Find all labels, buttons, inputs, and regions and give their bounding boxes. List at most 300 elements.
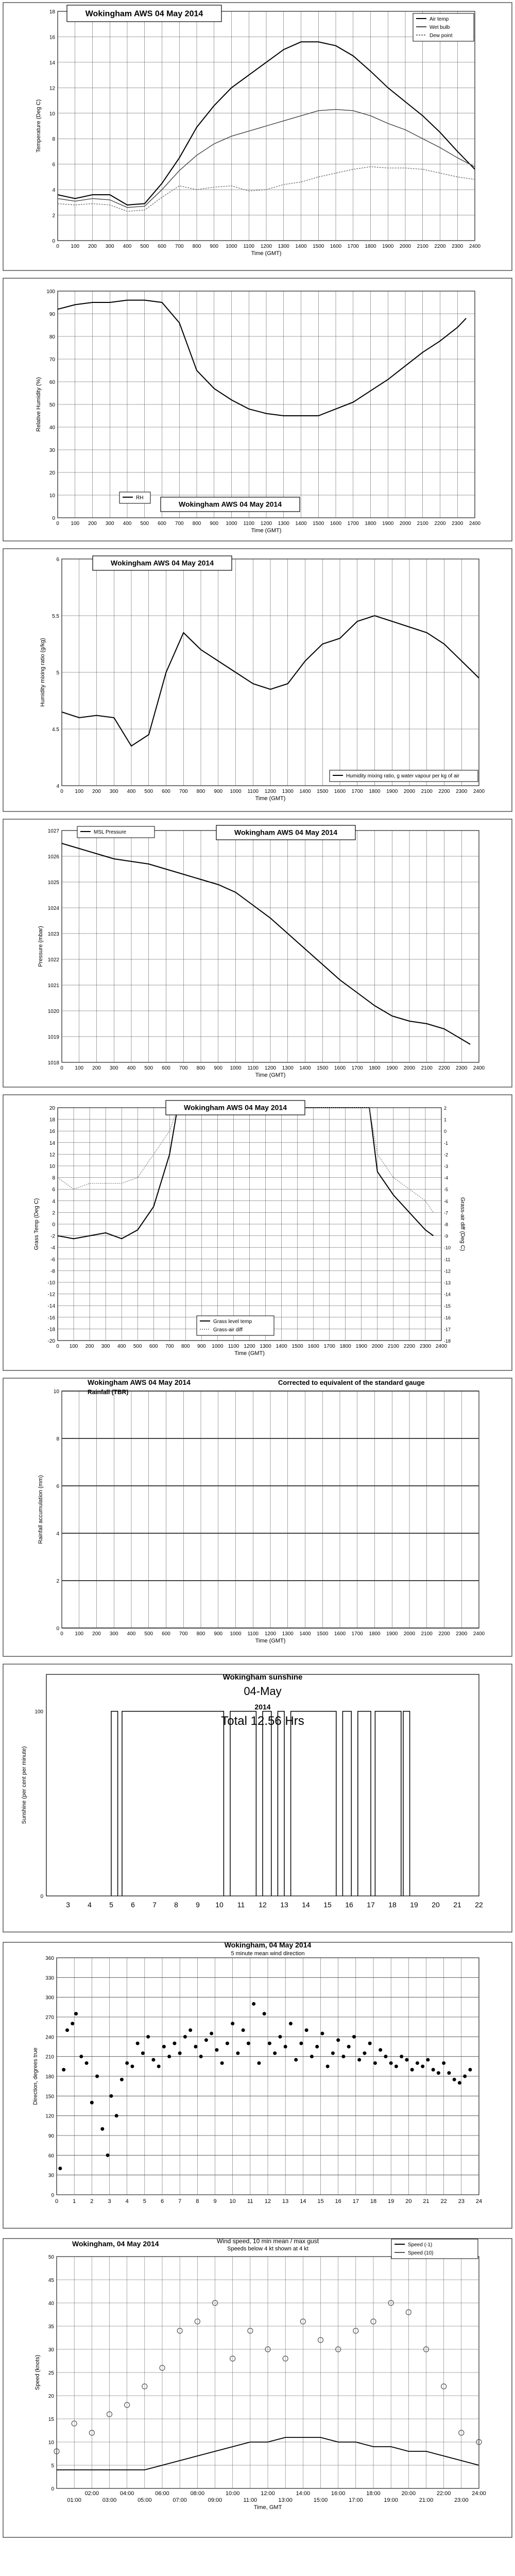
x-tick-label: 100 — [75, 1631, 84, 1637]
x-tick-label: 23 — [458, 2198, 465, 2205]
y-tick-label: -4 — [50, 1245, 55, 1251]
y-tick-label: 10 — [48, 2440, 54, 2446]
chart-title: Wokingham, 04 May 2014 — [224, 1941, 312, 1949]
x-tick-label: 1300 — [278, 521, 289, 527]
data-point — [463, 2075, 467, 2078]
x-tick-label: 9 — [213, 2198, 217, 2205]
x-tick-label: 2000 — [403, 1065, 416, 1071]
y-tick-label: 4 — [56, 784, 59, 789]
y-tick-label: 15 — [48, 2417, 54, 2422]
x-tick-label: 2400 — [473, 1631, 485, 1637]
x-tick-label: 700 — [179, 1631, 188, 1637]
y-tick-label: 20 — [49, 470, 55, 476]
x-tick-label: 15 — [323, 1901, 332, 1909]
x-tick-label: 5 — [109, 1901, 113, 1909]
x-axis-title: Time (GMT) — [255, 795, 286, 802]
x-tick-label: 14 — [302, 1901, 310, 1909]
x-tick-label: 17 — [352, 2198, 359, 2205]
x-tick-label: 21:00 — [419, 2497, 434, 2503]
chart-title: Wokingham AWS 04 May 2014 — [184, 1103, 287, 1112]
y2-tick-label: -10 — [444, 1245, 451, 1251]
x-tick-label: 2100 — [421, 1065, 433, 1071]
x-tick-label: 18 — [388, 1901, 397, 1909]
x-tick-label: 200 — [88, 521, 97, 527]
x-tick-label: 400 — [127, 789, 136, 794]
chart-subtitle: Rainfall (TBR) — [88, 1388, 129, 1396]
y-tick-label: 14 — [49, 60, 55, 66]
x-tick-label: 300 — [109, 1065, 118, 1071]
y-tick-label: 2 — [52, 213, 55, 219]
chart-title: Wokingham AWS 04 May 2014 — [179, 500, 282, 509]
y-tick-label: 1027 — [47, 828, 59, 834]
x-tick-label: 1100 — [243, 521, 255, 527]
x-tick-label: 2200 — [403, 1344, 416, 1349]
data-point — [410, 2068, 414, 2072]
x-tick-label: 2 — [90, 2198, 94, 2205]
y-tick-label: 5.5 — [52, 614, 59, 619]
data-point — [162, 2045, 166, 2048]
chart-total: Total 12.56 Hrs — [221, 1714, 304, 1728]
data-point — [310, 2055, 314, 2058]
x-tick-label: 600 — [162, 1065, 170, 1071]
y-tick-label: -6 — [50, 1257, 55, 1263]
data-point — [347, 2045, 351, 2048]
y-tick-label: 40 — [49, 425, 55, 431]
x-axis-title: Time, GMT — [253, 2504, 282, 2511]
x-tick-label: 2400 — [473, 1065, 485, 1071]
y-tick-label: 1024 — [47, 906, 59, 911]
data-point — [453, 2078, 456, 2081]
x-tick-label: 1300 — [282, 1065, 294, 1071]
data-point — [115, 2114, 118, 2117]
chart-7 — [32, 1941, 482, 2205]
y-tick-label: 150 — [45, 2094, 54, 2100]
x-tick-label: 500 — [144, 1065, 153, 1071]
chart-title: Wokingham AWS 04 May 2014 — [234, 828, 337, 837]
y-tick-label: -10 — [47, 1280, 55, 1286]
data-point — [384, 2055, 387, 2058]
y-tick-label: 0 — [52, 1222, 55, 1228]
y-tick-label: 20 — [49, 1106, 55, 1111]
x-tick-label: 5 — [143, 2198, 146, 2205]
x-tick-label: 300 — [105, 244, 114, 249]
data-point — [136, 2042, 140, 2045]
x-tick-label: 1600 — [330, 521, 342, 527]
x-tick-label: 2400 — [473, 789, 485, 794]
x-tick-label: 200 — [92, 1631, 101, 1637]
data-point — [442, 2061, 445, 2065]
y-tick-label: 270 — [45, 2015, 54, 2021]
data-point — [257, 2061, 261, 2065]
x-tick-label: 1100 — [228, 1344, 239, 1349]
data-point — [432, 2068, 435, 2072]
x-tick-label: 1200 — [264, 789, 277, 794]
y2-axis-title: Grass-air diff (Deg C) — [459, 1197, 466, 1251]
y-tick-label: 35 — [48, 2324, 54, 2330]
y-tick-label: 50 — [48, 2255, 54, 2260]
y-axis-title: Relative Humidity (%) — [36, 377, 42, 432]
y-tick-label: 2 — [56, 1579, 59, 1584]
x-tick-label: 9 — [196, 1901, 200, 1909]
data-point — [242, 2028, 245, 2032]
y-tick-label: 20 — [48, 2394, 54, 2399]
x-tick-label: 18 — [370, 2198, 377, 2205]
data-point — [341, 2055, 345, 2058]
x-tick-label: 09:00 — [208, 2497, 222, 2503]
y-tick-label: 2 — [52, 1210, 55, 1216]
x-tick-label: 18:00 — [366, 2490, 381, 2497]
data-point — [62, 2068, 65, 2072]
x-tick-label: 2000 — [403, 1631, 416, 1637]
x-tick-label: 05:00 — [138, 2497, 152, 2503]
x-tick-label: 15:00 — [313, 2497, 328, 2503]
y-tick-label: 18 — [49, 1117, 55, 1123]
y-tick-label: 8 — [52, 1175, 55, 1181]
x-tick-label: 1900 — [382, 244, 394, 249]
x-tick-label: 300 — [101, 1344, 110, 1349]
x-tick-label: 2300 — [452, 521, 464, 527]
x-tick-label: 600 — [158, 521, 166, 527]
y-tick-label: 330 — [45, 1975, 54, 1981]
x-tick-label: 2200 — [434, 521, 446, 527]
x-tick-label: 19:00 — [384, 2497, 398, 2503]
x-tick-label: 17 — [367, 1901, 375, 1909]
x-tick-label: 21 — [453, 1901, 461, 1909]
data-point — [79, 2055, 83, 2058]
legend-label: Dew point — [430, 33, 453, 39]
x-tick-label: 1600 — [334, 1065, 346, 1071]
x-tick-label: 500 — [140, 244, 149, 249]
chart-subtitle: 5 minute mean wind direction — [231, 1951, 305, 1957]
chart-subtitle: Wind speed, 10 min mean / max gust — [216, 2238, 319, 2245]
y-tick-label: 60 — [49, 380, 55, 385]
x-tick-label: 500 — [144, 789, 153, 794]
x-tick-label: 400 — [127, 1631, 136, 1637]
x-tick-label: 0 — [56, 244, 59, 249]
x-tick-label: 1700 — [351, 1631, 363, 1637]
data-point — [263, 2012, 266, 2015]
x-tick-label: 19 — [410, 1901, 418, 1909]
x-tick-label: 11 — [247, 2198, 253, 2205]
y2-tick-label: -15 — [444, 1303, 451, 1309]
x-tick-label: 200 — [92, 1065, 101, 1071]
data-point — [106, 2154, 110, 2157]
x-tick-label: 1500 — [291, 1344, 303, 1349]
y-tick-label: 16 — [49, 35, 55, 41]
y-tick-label: 10 — [49, 111, 55, 117]
x-tick-label: 19 — [388, 2198, 394, 2205]
data-point — [368, 2042, 372, 2045]
x-tick-label: 10:00 — [225, 2490, 240, 2497]
y-tick-label: 30 — [49, 448, 55, 453]
x-tick-label: 800 — [181, 1344, 190, 1349]
chart-3 — [38, 825, 485, 1078]
x-tick-label: 2100 — [421, 789, 433, 794]
x-axis-title: Time (GMT) — [251, 250, 282, 257]
x-axis-title: Time (GMT) — [255, 1072, 286, 1078]
data-point — [394, 2064, 398, 2068]
chart-year: 2014 — [254, 1703, 271, 1711]
x-tick-label: 1600 — [307, 1344, 319, 1349]
x-tick-label: 03:00 — [102, 2497, 117, 2503]
x-tick-label: 2100 — [417, 521, 428, 527]
x-tick-label: 2400 — [435, 1344, 448, 1349]
y-tick-label: 4 — [52, 188, 55, 194]
chart-note: Corrected to equivalent of the standard gauge — [278, 1379, 425, 1386]
y2-tick-label: -13 — [444, 1280, 451, 1285]
chart-6 — [21, 1673, 483, 1909]
x-tick-label: 1400 — [299, 1631, 311, 1637]
data-point — [199, 2055, 203, 2058]
y2-tick-label: -12 — [444, 1268, 451, 1274]
data-point — [231, 2022, 234, 2025]
data-point — [363, 2052, 366, 2055]
y-tick-label: 8 — [52, 137, 55, 143]
x-tick-label: 100 — [71, 521, 80, 527]
x-tick-label: 14 — [300, 2198, 306, 2205]
x-tick-label: 700 — [179, 1065, 188, 1071]
x-tick-label: 1800 — [369, 1065, 381, 1071]
x-tick-label: 2400 — [469, 244, 481, 249]
x-tick-label: 2400 — [469, 521, 481, 527]
x-tick-label: 1100 — [243, 244, 255, 249]
y-tick-label: -2 — [50, 1233, 55, 1240]
y-tick-label: 30 — [48, 2347, 54, 2353]
data-point — [389, 2061, 393, 2065]
x-tick-label: 600 — [149, 1344, 158, 1349]
y-tick-label: 6 — [56, 557, 59, 563]
legend-label: Grass level temp — [213, 1319, 252, 1325]
data-point — [268, 2042, 271, 2045]
x-tick-label: 2000 — [403, 789, 416, 794]
y-tick-label: 50 — [49, 402, 55, 408]
data-point — [284, 2045, 287, 2048]
x-tick-label: 1000 — [230, 1631, 242, 1637]
x-tick-label: 100 — [69, 1344, 78, 1349]
x-tick-label: 6 — [160, 2198, 164, 2205]
x-tick-label: 1400 — [295, 521, 307, 527]
x-tick-label: 1900 — [355, 1344, 367, 1349]
y-tick-label: 0 — [51, 2193, 54, 2198]
x-tick-label: 0 — [55, 2198, 59, 2205]
y-axis-title: Speed (knots) — [35, 2354, 41, 2391]
x-tick-label: 1400 — [295, 244, 307, 249]
x-tick-label: 300 — [105, 521, 114, 527]
x-tick-label: 4 — [125, 2198, 129, 2205]
data-point — [426, 2058, 430, 2062]
chart-5 — [38, 1378, 485, 1644]
x-tick-label: 22 — [440, 2198, 447, 2205]
x-tick-label: 1800 — [339, 1344, 351, 1349]
y-tick-label: 0 — [51, 2486, 54, 2492]
x-tick-label: 300 — [109, 789, 118, 794]
x-tick-label: 1300 — [282, 789, 294, 794]
data-point — [120, 2078, 124, 2081]
data-point — [173, 2042, 176, 2045]
data-point — [188, 2028, 192, 2032]
data-point — [220, 2061, 224, 2065]
x-tick-label: 800 — [192, 244, 201, 249]
x-tick-label: 1200 — [260, 244, 272, 249]
data-point — [421, 2064, 424, 2068]
data-point — [194, 2045, 197, 2048]
y-tick-label: 14 — [49, 1140, 55, 1146]
data-point — [252, 2002, 255, 2006]
x-tick-label: 600 — [158, 244, 166, 249]
data-point — [183, 2035, 187, 2039]
data-point — [458, 2081, 461, 2084]
data-point — [447, 2071, 451, 2075]
y-axis-title: Pressure (mbar) — [38, 926, 44, 967]
x-tick-label: 1600 — [334, 1631, 346, 1637]
data-point — [379, 2048, 382, 2052]
y2-tick-label: -3 — [444, 1164, 449, 1169]
data-point — [315, 2045, 319, 2048]
data-point — [100, 2127, 104, 2131]
data-point — [373, 2061, 377, 2065]
x-tick-label: 1700 — [347, 521, 359, 527]
x-axis-title: Time (GMT) — [255, 1638, 286, 1644]
x-tick-label: 0 — [60, 789, 63, 794]
legend-label: Humidity mixing ratio, g water vapour per kg of air — [346, 773, 460, 779]
y2-tick-label: -2 — [444, 1152, 449, 1158]
x-tick-label: 1200 — [260, 521, 272, 527]
x-tick-label: 2200 — [438, 1631, 450, 1637]
x-tick-label: 200 — [85, 1344, 94, 1349]
x-tick-label: 20:00 — [401, 2490, 416, 2497]
x-tick-label: 0 — [60, 1631, 63, 1637]
x-tick-label: 400 — [127, 1065, 136, 1071]
data-point — [215, 2048, 218, 2052]
x-tick-label: 1300 — [260, 1344, 271, 1349]
legend-label: RH — [136, 495, 144, 501]
data-point — [226, 2042, 229, 2045]
y-tick-label: 210 — [45, 2054, 54, 2060]
y-tick-label: 1022 — [47, 957, 59, 963]
y2-tick-label: -16 — [444, 1315, 451, 1320]
x-tick-label: 10 — [215, 1901, 224, 1909]
x-tick-label: 500 — [133, 1344, 142, 1349]
x-tick-label: 1900 — [386, 1065, 398, 1071]
y-tick-label: -12 — [47, 1292, 55, 1298]
x-tick-label: 8 — [196, 2198, 199, 2205]
x-tick-label: 6 — [131, 1901, 135, 1909]
x-tick-label: 2300 — [419, 1344, 432, 1349]
chart-title: Wokingham AWS 04 May 2014 — [88, 1378, 191, 1386]
chart-date: 04-May — [244, 1685, 282, 1698]
data-point — [352, 2035, 356, 2039]
x-tick-label: 1300 — [282, 1631, 294, 1637]
x-tick-label: 700 — [165, 1344, 174, 1349]
x-tick-label: 900 — [214, 1065, 223, 1071]
y-tick-label: 10 — [53, 1389, 59, 1395]
data-point — [95, 2075, 99, 2078]
chart-note: Speeds below 4 kt shown at 4 kt — [227, 2246, 308, 2252]
y-tick-label: 100 — [35, 1709, 43, 1715]
y-tick-label: 0 — [40, 1894, 43, 1900]
y-tick-label: 12 — [49, 86, 55, 92]
x-tick-label: 1500 — [313, 521, 324, 527]
x-tick-label: 1900 — [386, 1631, 398, 1637]
y2-tick-label: -6 — [444, 1198, 449, 1204]
y-axis-title: Grass Temp (Deg C) — [33, 1198, 40, 1250]
data-point — [278, 2035, 282, 2039]
y-tick-label: -20 — [47, 1338, 55, 1344]
x-tick-label: 1600 — [334, 789, 346, 794]
x-tick-label: 1800 — [365, 244, 376, 249]
data-point — [130, 2064, 134, 2068]
x-tick-label: 1900 — [386, 789, 398, 794]
y-tick-label: 1023 — [47, 931, 59, 937]
y-tick-label: 4 — [56, 1531, 59, 1537]
data-point — [247, 2042, 250, 2045]
x-tick-label: 01:00 — [67, 2497, 81, 2503]
x-tick-label: 600 — [162, 1631, 170, 1637]
data-point — [85, 2061, 89, 2065]
y2-tick-label: 2 — [444, 1106, 447, 1111]
x-tick-label: 1100 — [247, 1631, 259, 1637]
x-tick-label: 23:00 — [454, 2497, 469, 2503]
data-point — [210, 2031, 213, 2035]
x-tick-label: 24 — [475, 2198, 483, 2205]
x-tick-label: 1500 — [313, 244, 324, 249]
x-tick-label: 700 — [179, 789, 188, 794]
y2-tick-label: -14 — [444, 1292, 451, 1297]
data-point — [405, 2058, 408, 2062]
x-tick-label: 200 — [92, 789, 101, 794]
x-tick-label: 1000 — [226, 521, 237, 527]
y2-tick-label: -17 — [444, 1327, 451, 1332]
x-tick-label: 2300 — [456, 1631, 468, 1637]
x-tick-label: 08:00 — [190, 2490, 205, 2497]
data-point — [294, 2058, 298, 2062]
x-tick-label: 1800 — [369, 1631, 381, 1637]
data-point — [125, 2061, 129, 2065]
x-tick-label: 2100 — [387, 1344, 399, 1349]
y-axis-title: Humidity mixing ratio (g/kg) — [40, 638, 46, 707]
y-axis-title: Temperature (Deg C) — [36, 99, 42, 153]
x-tick-label: 0 — [60, 1065, 63, 1071]
data-point — [236, 2052, 239, 2055]
y-tick-label: 80 — [49, 334, 55, 340]
x-tick-label: 3 — [108, 2198, 111, 2205]
x-tick-label: 1200 — [264, 1065, 277, 1071]
x-tick-label: 2100 — [417, 244, 428, 249]
y-tick-label: 45 — [48, 2278, 54, 2283]
y-tick-label: 120 — [45, 2113, 54, 2120]
x-tick-label: 100 — [71, 244, 80, 249]
x-tick-label: 100 — [75, 789, 84, 794]
x-tick-label: 600 — [162, 789, 170, 794]
x-tick-label: 16 — [335, 2198, 341, 2205]
y-tick-label: -14 — [47, 1303, 55, 1310]
data-point — [204, 2038, 208, 2042]
y-tick-label: 240 — [45, 2035, 54, 2041]
y-tick-label: -8 — [50, 1268, 55, 1275]
data-point — [167, 2055, 171, 2058]
chart-title: Wokingham, 04 May 2014 — [72, 2240, 159, 2248]
legend-label: Grass-air diff — [213, 1327, 243, 1333]
x-tick-label: 100 — [75, 1065, 84, 1071]
y-tick-label: 6 — [56, 1484, 59, 1489]
x-tick-label: 1800 — [365, 521, 376, 527]
x-tick-label: 2200 — [438, 1065, 450, 1071]
x-tick-label: 700 — [175, 521, 184, 527]
x-tick-label: 800 — [192, 521, 201, 527]
y-tick-label: 4 — [52, 1198, 55, 1205]
x-tick-label: 2300 — [456, 789, 468, 794]
x-tick-label: 1400 — [276, 1344, 287, 1349]
